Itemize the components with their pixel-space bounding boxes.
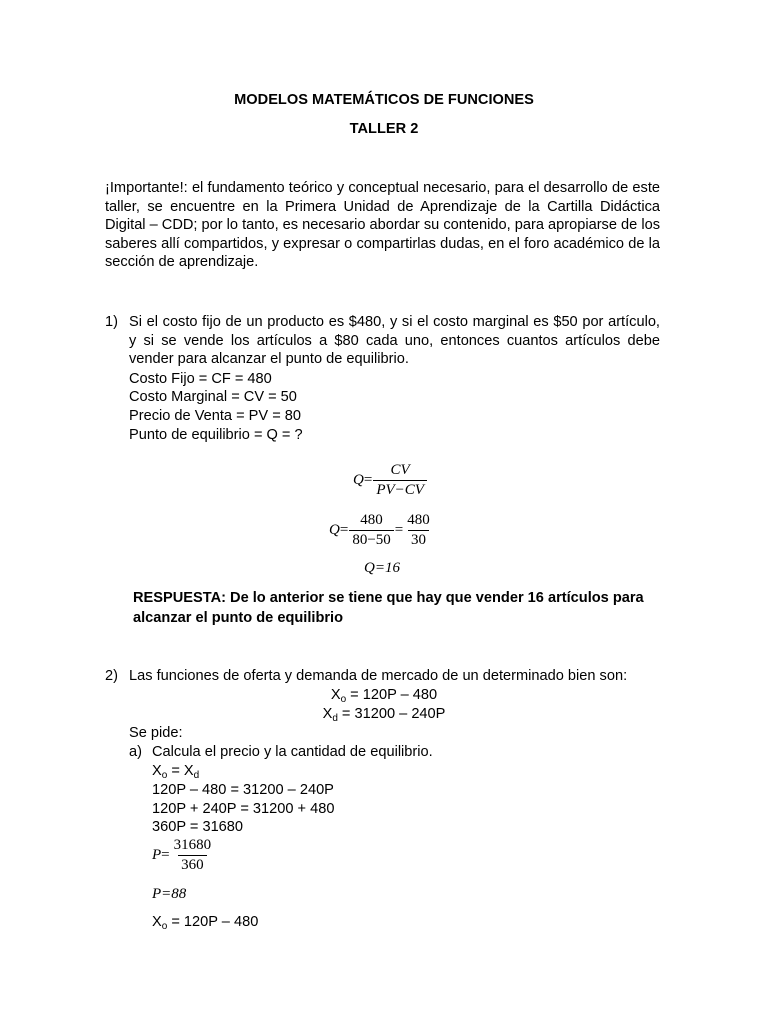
given-break-even: Punto de equilibrio = Q = ? (129, 427, 303, 443)
demand-rhs: = 31200 – 240P (337, 706, 446, 722)
eq2-equals: = (339, 522, 349, 539)
eq1-fraction (373, 462, 427, 499)
step1-sub2: d (193, 770, 200, 781)
equation-break-even-formula (353, 462, 428, 499)
price-fraction (171, 837, 215, 874)
eq2-fraction-2 (404, 512, 433, 549)
part-a-text: Calcula el precio y la cantidad de equilibrio. (152, 744, 433, 760)
demand-var: X (322, 706, 333, 722)
given-sale-price: Precio de Venta = PV = 80 (129, 408, 302, 424)
eq2-numerator-1: 480 (360, 512, 383, 528)
supply-var: X (330, 687, 341, 703)
problem-1-number: 1) (105, 314, 118, 330)
intro-paragraph: ¡Importante!: el fundamento teórico y conceptual necesario, para el desarrollo de este taller, se encuentre en la Primera Unidad de Aprendizaje de la Cartilla Didáctica Digital – CDD; por lo tanto, es necesario abordar su contenido, para apropiarse de los saberes allí compartidos, y expresar o compartirlas dudas, en el foro académico de la sección de aprendizaje. (105, 180, 660, 271)
problem-1-statement: Si el costo fijo de un producto es $480, y si el costo marginal es $50 por artículo, y si se vende los artículos a $80 cada uno, entonces cuantos artículos debe vender para alcanzar el punto de equilibrio. (129, 314, 660, 368)
eq2-fraction-1 (349, 512, 393, 549)
eq1-numerator: CV (390, 462, 410, 478)
problem-2-statement: Las funciones de oferta y demanda de mercado de un determinado bien son: (129, 668, 628, 684)
eq2-denominator-1: 80−50 (349, 530, 393, 549)
supply-sub: o (340, 694, 347, 705)
eq1-denominator: PV−CV (373, 480, 427, 499)
eq2-equals-2: = (394, 522, 404, 539)
eq2-numerator-2: 480 (407, 512, 430, 528)
equation-price-result: P=88 (152, 886, 187, 902)
step1-mid: = X (167, 763, 194, 779)
price-equals: = (161, 847, 170, 864)
demand-function (0, 705, 768, 729)
document-subtitle: TALLER 2 (349, 121, 419, 137)
eq2-denominator-2: 30 (408, 530, 429, 549)
problem-2-number: 2) (105, 668, 118, 684)
given-marginal-cost: Costo Marginal = CV = 50 (129, 389, 297, 405)
eq2-lhs: Q (329, 522, 340, 539)
equation-price-fraction (152, 837, 215, 874)
part-a-label: a) (129, 744, 142, 760)
price-numerator: 31680 (173, 837, 212, 853)
step1-var1: X (152, 763, 162, 779)
step-group-terms: 120P + 240P = 31200 + 480 (152, 801, 335, 817)
supply-function-repeat (152, 913, 258, 937)
equation-break-even-substitution (329, 512, 434, 549)
price-lhs: P (152, 847, 162, 864)
eq1-lhs: Q (353, 472, 364, 489)
supply-rhs: = 120P – 480 (346, 687, 438, 703)
document-title: MODELOS MATEMÁTICOS DE FUNCIONES (234, 92, 534, 108)
eq1-equals: = (363, 472, 373, 489)
last-rhs: = 120P – 480 (167, 914, 259, 930)
last-sub: o (161, 921, 168, 932)
last-var: X (152, 914, 162, 930)
answer-problem-1: RESPUESTA: De lo anterior se tiene que hay que vender 16 artículos para alcanzar el punto de equilibrio (133, 590, 644, 626)
price-denominator: 360 (178, 855, 207, 874)
given-fixed-cost: Costo Fijo = CF = 480 (129, 371, 272, 387)
step1-sub1: o (161, 770, 168, 781)
demand-sub: d (332, 713, 338, 724)
se-pide-label: Se pide: (129, 725, 183, 741)
equation-result: Q=16 (364, 560, 400, 576)
step-simplify: 360P = 31680 (152, 819, 244, 835)
step-equate-functions: 120P – 480 = 31200 – 240P (152, 782, 334, 798)
